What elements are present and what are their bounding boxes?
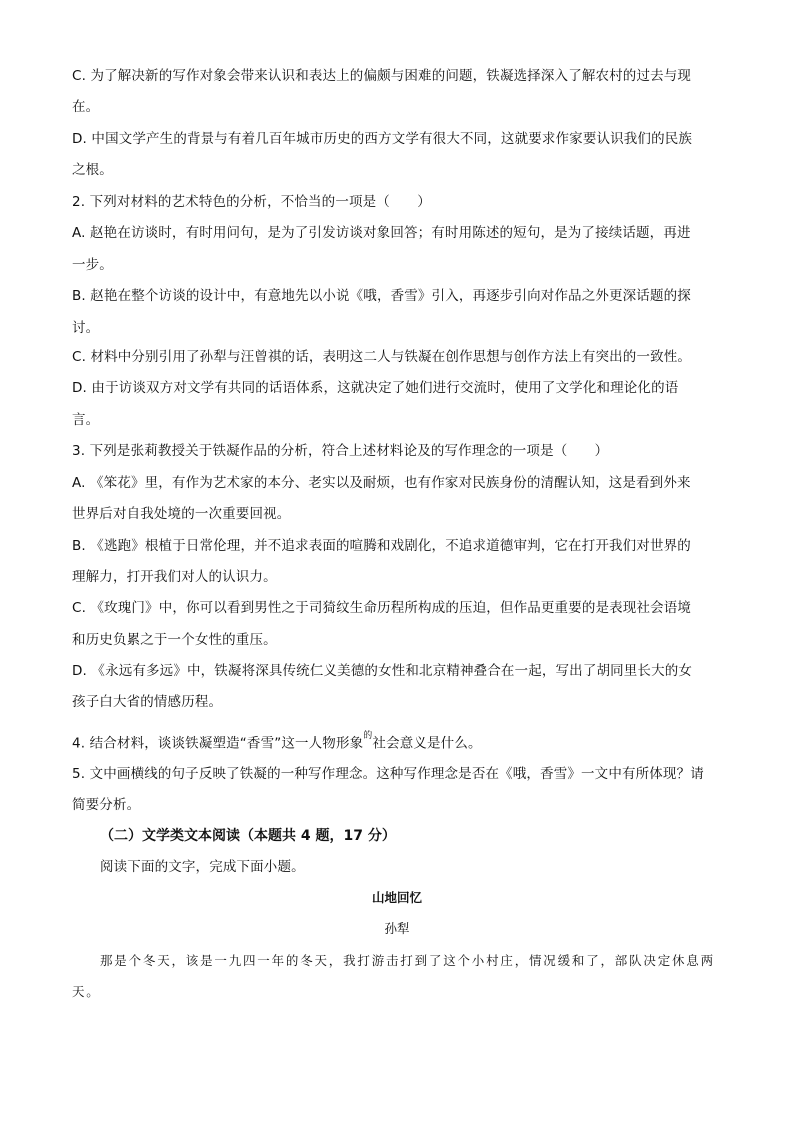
q1-option-c-line1: C. 为了解决新的写作对象会带来认识和表达上的偏颇与困难的问题，铁凝选择深入了解农村的过去与现: [72, 68, 692, 84]
q3-option-c-line2: 和历史负累之于一个女性的重压。: [72, 632, 277, 648]
q3-option-a-line2: 世界后对自我处境的一次重要回视。: [72, 506, 291, 522]
q2-stem: 2. 下列对材料的艺术特色的分析，不恰当的一项是（ ）: [72, 194, 431, 210]
q4-stem: [72, 730, 722, 754]
q4-stem-before: 4. 结合材料，谈谈铁凝塑造“香雪”这一人物形象: [72, 735, 364, 752]
q5-line1: 5. 文中画横线的句子反映了铁凝的一种写作理念。这种写作理念是否在《哦，香雪》一文中有所体现？请: [72, 766, 704, 782]
q3-option-c-line1: C. 《玫瑰门》中，你可以看到男性之于司猗纹生命历程所构成的压迫，但作品更重要的是表现社会语境: [72, 600, 692, 616]
story-para1-line2: 天。: [72, 984, 101, 999]
q1-option-d-line2: 之根。: [72, 162, 113, 178]
q4-superscript: 的: [363, 731, 373, 741]
section-heading: （二）文学类文本阅读（本题共 4 题，17 分）: [100, 828, 396, 844]
q3-option-b-line1: B. 《逃跑》根植于日常伦理，并不追求表面的喧腾和戏剧化，不追求道德审判，它在打开我们对世界的: [72, 538, 691, 554]
q5-line2: 简要分析。: [72, 797, 141, 813]
q1-option-c-line2: 在。: [72, 99, 100, 115]
q2-option-b-line1: B. 赵艳在整个访谈的设计中，有意地先以小说《哦，香雪》引入，再逐步引向对作品之外更深话题的探: [72, 288, 691, 304]
q3-option-b-line2: 理解力，打开我们对人的认识力。: [72, 569, 277, 585]
q3-stem: 3. 下列是张莉教授关于铁凝作品的分析，符合上述材料论及的写作理念的一项是（ ）: [72, 443, 609, 459]
q3-option-d-line1: D. 《永远有多远》中，铁凝将深具传统仁义美德的女性和北京精神叠合在一起，写出了胡同里长大的女: [72, 663, 693, 679]
q2-option-a-line2: 一步。: [72, 257, 113, 273]
q3-option-a-line1: A. 《笨花》里，有作为艺术家的本分、老实以及耐烦，也有作家对民族身份的清醒认知，这是看到外来: [72, 475, 691, 491]
q2-option-c-line1: C. 材料中分别引用了孙犁与汪曾祺的话，表明这二人与铁凝在创作思想与创作方法上有突出的一致性。: [72, 349, 692, 365]
story-title: 山地回忆: [371, 890, 422, 905]
q3-option-d-line2: 孩子白大省的情感历程。: [72, 694, 223, 710]
q2-option-a-line1: A. 赵艳在访谈时，有时用问句，是为了引发访谈对象回答；有时用陈述的短句，是为了接续话题，再进: [72, 225, 691, 241]
q4-stem-after: 社会意义是什么。: [372, 735, 482, 752]
section-instruction: 阅读下面的文字，完成下面小题。: [100, 859, 305, 875]
q2-option-b-line2: 讨。: [72, 320, 100, 336]
story-author: 孙犁: [384, 921, 410, 936]
q2-option-d-line2: 言。: [72, 412, 100, 428]
q1-option-d-line1: D. 中国文学产生的背景与有着几百年城市历史的西方文学有很大不同，这就要求作家要认识我们的民族: [72, 131, 693, 147]
q2-option-d-line1: D. 由于访谈双方对文学有共同的话语体系，这就决定了她们进行交流时，使用了文学化和理论化的语: [72, 380, 679, 396]
story-para1-line1: 那是个冬天，该是一九四一年的冬天，我打游击打到了这个小村庄，情况缓和了，部队决定休息两: [100, 953, 715, 968]
